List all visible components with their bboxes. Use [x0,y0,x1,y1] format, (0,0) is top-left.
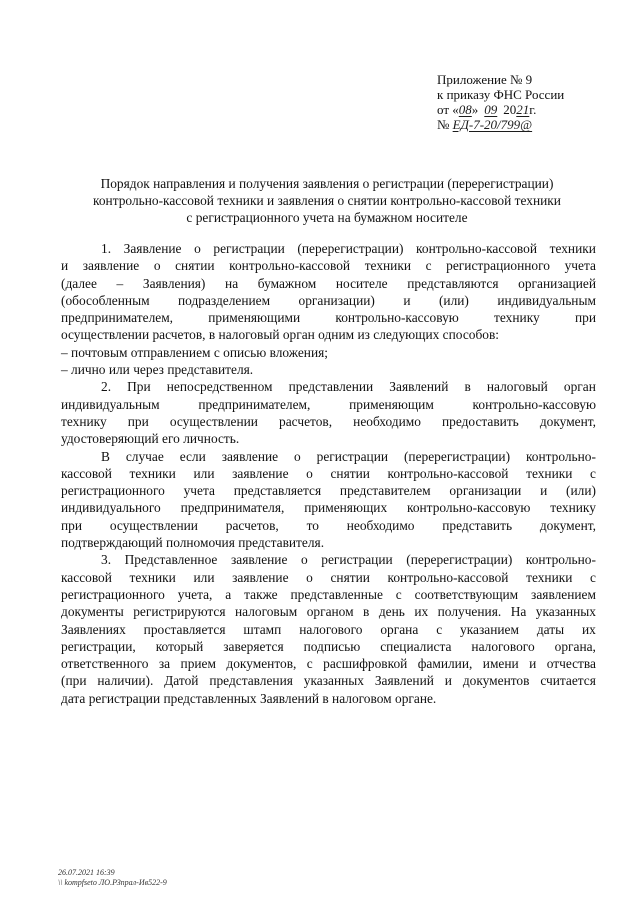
word: с [436,621,443,637]
word: и [403,292,411,308]
word: контрольно- [525,448,596,464]
word: случае [125,448,164,464]
word: представить [442,517,513,533]
text-line [61,586,596,603]
bullet-in-person: – лично или через представителя. [61,362,254,378]
word: получения. [437,604,502,620]
word: имени [482,656,519,672]
word: регистрационного [61,586,165,602]
word: регистрации [321,552,393,568]
word: В [101,448,110,464]
word: Заявления) [142,275,206,291]
word: налоговый [486,379,548,395]
text-line [61,621,596,638]
word: снятии [330,569,370,585]
word: указанных [303,673,364,689]
word: представленные [290,586,383,602]
word: организации) [298,292,375,308]
word: применяющих [304,500,388,516]
word: представителем [339,483,431,499]
word: расшифровкой [323,656,408,672]
text-line [61,690,596,707]
paragraph-4 [61,551,596,707]
word: регистрируются [133,604,226,620]
word: технику [61,413,107,429]
word: заявление [221,448,279,464]
word: бумажном [257,275,317,291]
word: их [582,621,596,637]
print-footer [58,868,167,888]
word: о [194,241,201,256]
word: (перерегистрации) [403,448,511,464]
word: и [444,673,452,689]
text-line [61,534,596,551]
order-number: № ЕД-7-20/799@ [437,117,533,132]
word: носителе [335,275,388,291]
word: техники [129,569,176,585]
text-line [61,292,596,309]
word: указанием [460,621,519,637]
word: – [116,275,124,291]
word: технику [550,500,596,516]
word: или [193,465,215,481]
word: прием [180,656,216,672]
word: фамилии, [417,656,473,672]
word: дата регистрации представленных Заявлений в налоговом органе. [61,690,437,706]
word: заверяется [223,638,284,654]
word: техники [526,569,573,585]
word: техники [549,241,596,256]
title-line: Порядок направления и получения заявления о регистрации (перерегистрации) [100,176,554,191]
word: органом [306,604,354,620]
text-line [61,326,596,343]
word: расчетов, [225,517,279,533]
bullet-postal: – почтовым отправлением с описью вложения; [61,344,328,360]
word: с [590,569,596,585]
word: подписью [303,638,361,654]
handwritten-order-number: ЕД-7-20/799@ [452,117,533,132]
text-line [61,603,596,620]
word: представлении [288,379,374,395]
document-title [62,175,592,226]
word: индивидуального [61,500,161,516]
handwritten-day: 08 [458,102,472,117]
word: (или) [438,292,469,308]
word: Заявлений [374,673,434,689]
text-line [61,448,596,465]
text-line [61,672,596,689]
word: и [61,258,69,274]
word: проставляется [143,621,226,637]
word: о [306,569,313,585]
word: отчества [546,656,596,672]
word: налоговым [234,604,298,620]
print-timestamp: 26.07.2021 16:39 [58,868,115,877]
word: контрольно- [525,552,596,568]
word: регистрации [316,448,389,464]
word: а [225,586,232,602]
word: предпринимателем, [198,396,311,412]
order-date: от «08» 09 2021г. [437,102,537,117]
word: документы [61,604,124,620]
paragraph-1 [61,240,596,344]
word: Заявлений [389,379,449,395]
word: осуществлении [169,413,258,429]
text-line [61,430,596,447]
word: и [540,483,548,499]
title-line: с регистрационного учета на бумажном носителе [186,210,468,225]
paragraph-2 [61,378,596,447]
text-line [61,569,596,586]
word: применяющими [208,310,301,326]
word: контрольно-кассовой [229,258,351,274]
word: (далее [61,275,97,291]
word: контрольно-кассовую [407,500,531,516]
text-line [61,378,596,395]
word: (перерегистрации) [406,552,513,568]
text-line [61,517,596,534]
word: представляется [233,483,322,499]
word: (перерегистрации) [297,241,404,256]
word: непосредственном [166,379,273,395]
appendix-header [437,72,607,132]
word: налогового [471,638,535,654]
word: регистрации [213,241,285,256]
text-line [61,655,596,672]
word: учета [564,258,596,274]
word: (обособленным [61,292,150,308]
word: органа [380,621,419,637]
word: предоставить [441,413,519,429]
word: снятии [330,465,370,481]
word: удостоверяющий его личность. [61,431,240,447]
word: или [193,569,215,585]
word: документ, [539,413,596,429]
word: регистрации, [61,638,136,654]
word: о [301,552,308,568]
word: контрольно-кассовой [387,569,509,585]
word: о [153,258,161,274]
word: технику [494,310,540,326]
word: 2. [101,379,112,395]
word: представления [209,673,293,689]
text-line [61,309,596,326]
word: заявление [232,569,289,585]
word: орган [563,379,596,395]
word: штамп [243,621,282,637]
word: заявление [230,552,288,568]
document-body [61,240,596,707]
word: индивидуальным [497,292,596,308]
handwritten-month: 09 [484,102,498,117]
text-line [61,240,596,257]
word: с [590,465,596,481]
word: расчетов, [279,413,333,429]
word: на [225,275,239,291]
word: ответственного [61,656,149,672]
word: указанных [535,604,596,620]
word: кассовой [61,569,112,585]
word: представляются [407,275,499,291]
word: соответствующим [414,586,519,602]
word: наличии). [97,673,154,689]
word: в [363,604,370,620]
text-line [61,396,596,413]
word: заявление [82,258,140,274]
word: день [378,604,405,620]
word: о [294,448,301,464]
word: подтверждающий полномочия представителя. [61,535,325,551]
word: регистрационного [61,483,165,499]
word: с [425,258,432,274]
word: предпринимателя, [180,500,285,516]
text-line [61,499,596,516]
word: за [158,656,171,672]
word: контрольно-кассовой [387,465,509,481]
word: заявление [232,465,289,481]
text-line [61,413,596,430]
word: в [464,379,471,395]
word: также [244,586,278,602]
word: техники [364,258,412,274]
word: если [179,448,206,464]
word: заявлением [531,586,596,602]
title-line: контрольно-кассовой техники и заявления о снятии контрольно-кассовой техники [93,193,561,208]
word: который [155,638,204,654]
word: специалиста [380,638,452,654]
word: организацией [518,275,596,291]
word: предпринимателем, [61,310,174,326]
word: налогового [299,621,363,637]
word: учета [183,483,215,499]
word: то [306,517,319,533]
word: контрольно-кассовую [472,396,596,412]
word: 1. [101,241,112,256]
paragraph-3 [61,448,596,552]
text-line [61,275,596,292]
word: необходимо [346,517,415,533]
handwritten-year: 21 [516,102,530,117]
word: при [574,310,596,326]
word: считается [540,673,596,689]
word: учета, [177,586,213,602]
order-reference: к приказу ФНС России [437,87,565,102]
text-line [61,482,596,499]
word: Датой [164,673,199,689]
word: Заявлениях [61,621,126,637]
word: кассовой [61,465,112,481]
word: организации [449,483,522,499]
word: На [510,604,527,620]
word: осуществлении [109,517,198,533]
word: органа, [554,638,596,654]
word: снятии [175,258,215,274]
word: даты [536,621,565,637]
word: документов, [226,656,297,672]
word: Представленное [124,552,218,568]
word: при [127,413,149,429]
word: с [306,656,313,672]
word: применяющим [349,396,434,412]
word: (при [61,673,87,689]
word: регистрационного [446,258,550,274]
word: с [395,586,402,602]
text-line [61,638,596,655]
word: при [61,517,83,533]
word: При [127,379,151,395]
text-line [61,551,596,568]
word: документ, [539,517,596,533]
word: техники [129,465,176,481]
text-line [61,257,596,274]
word: техники [526,465,573,481]
word: необходимо [353,413,421,429]
word: осуществлении расчетов, в налоговый орган одним из следующих способов: [61,327,500,343]
text-line [61,465,596,482]
word: Заявление [123,241,182,256]
word: 3. [101,552,112,568]
word: индивидуальным [61,396,160,412]
word: о [306,465,313,481]
word: документов [462,673,530,689]
word: подразделением [177,292,271,308]
word: их [414,604,429,620]
file-path: \\ kompfseto ЛО.РЗпрал-Ив522-9 [58,878,167,887]
word: и [529,656,537,672]
word: контрольно-кассовую [335,310,459,326]
appendix-number: Приложение № 9 [437,72,533,87]
word: контрольно-кассовой [416,241,537,256]
word: (или) [566,483,596,499]
